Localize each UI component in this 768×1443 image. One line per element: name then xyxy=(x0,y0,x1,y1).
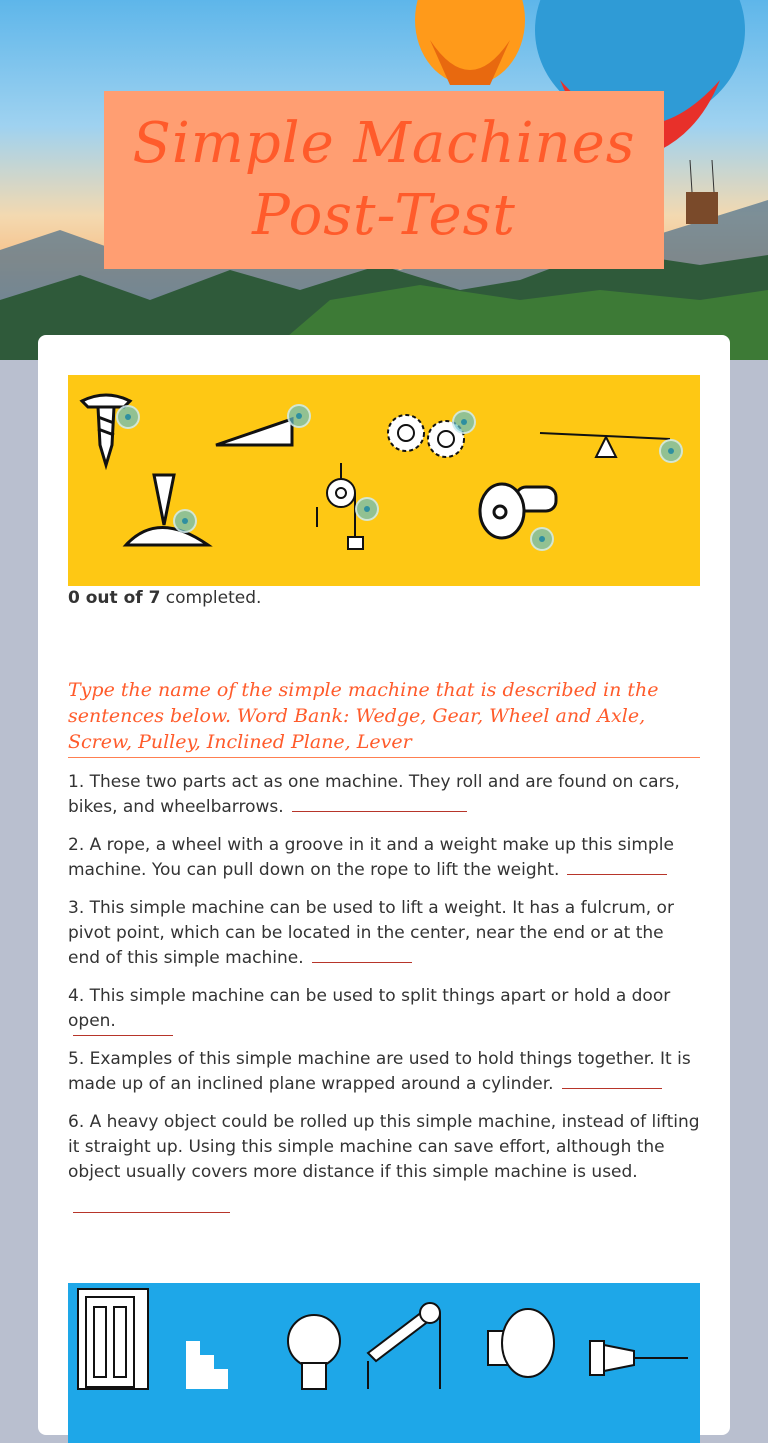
question-text: 2. A rope, a wheel with a groove in it and a weight make up this simple machine. You can pull down on the rope to lift the weight. xyxy=(68,835,674,880)
question-text: 5. Examples of this simple machine are used to hold things together. It is made up of an inclined plane wrapped around a cylinder. xyxy=(68,1049,691,1094)
question-text: 3. This simple machine can be used to lift a weight. It has a fulcrum, or pivot point, which can be located in the center, near the end or at the end of this simple machine. xyxy=(68,898,674,968)
light-bulb-icon xyxy=(288,1315,340,1389)
answer-input-6[interactable] xyxy=(73,1211,230,1213)
answer-input-5[interactable] xyxy=(562,1072,662,1089)
inclined-plane-icon xyxy=(216,419,292,445)
door-icon xyxy=(78,1289,148,1389)
crane-icon xyxy=(368,1303,440,1389)
answer-input-2[interactable] xyxy=(567,858,667,875)
question-text: 1. These two parts act as one machine. They roll and are found on cars, bikes, and wheelbarrows. xyxy=(68,772,680,817)
question-6 xyxy=(68,1110,700,1185)
worksheet-card xyxy=(38,335,730,1435)
wedge-icon xyxy=(126,475,208,545)
hotspot-3[interactable] xyxy=(452,410,476,434)
hotspot-1[interactable] xyxy=(116,405,140,429)
question-3 xyxy=(68,896,700,971)
question-4 xyxy=(68,984,700,1034)
everyday-machines-banner xyxy=(68,1283,700,1443)
question-1 xyxy=(68,770,700,820)
question-2 xyxy=(68,833,700,883)
lever-icon xyxy=(540,433,670,457)
progress-count: 0 out of 7 xyxy=(68,588,161,608)
hotspot-4[interactable] xyxy=(659,439,683,463)
hotspot-7[interactable] xyxy=(530,527,554,551)
progress-suffix: completed. xyxy=(160,588,262,608)
progress-status xyxy=(68,588,261,608)
hotspot-5[interactable] xyxy=(173,509,197,533)
page-title xyxy=(104,91,664,269)
answer-input-4[interactable] xyxy=(73,1034,173,1036)
doorknob-icon xyxy=(488,1309,554,1377)
question-text: 6. A heavy object could be rolled up this simple machine, instead of lifting it straight up. Using this simple machine can save effort, although the object usually covers more distance if this simple machine is used. xyxy=(68,1112,700,1182)
question-text: 4. This simple machine can be used to split things apart or hold a door open. xyxy=(68,986,671,1031)
question-5 xyxy=(68,1047,700,1097)
hotspot-2[interactable] xyxy=(287,404,311,428)
simple-machines-banner xyxy=(68,375,700,586)
push-pin-icon xyxy=(590,1341,688,1375)
answer-input-3[interactable] xyxy=(312,946,412,963)
title-line-1: Simple Machines xyxy=(132,111,636,176)
instructions-heading: Type the name of the simple machine that is described in the sentences below. Word Bank: Wedge, Gear, Wheel and Axle, Screw, Pulley, Inclined Plane, Lever xyxy=(68,677,700,758)
answer-input-1[interactable] xyxy=(292,795,467,812)
title-line-2: Post-Test xyxy=(252,183,516,248)
stairs-icon xyxy=(186,1341,228,1389)
hotspot-6[interactable] xyxy=(355,497,379,521)
